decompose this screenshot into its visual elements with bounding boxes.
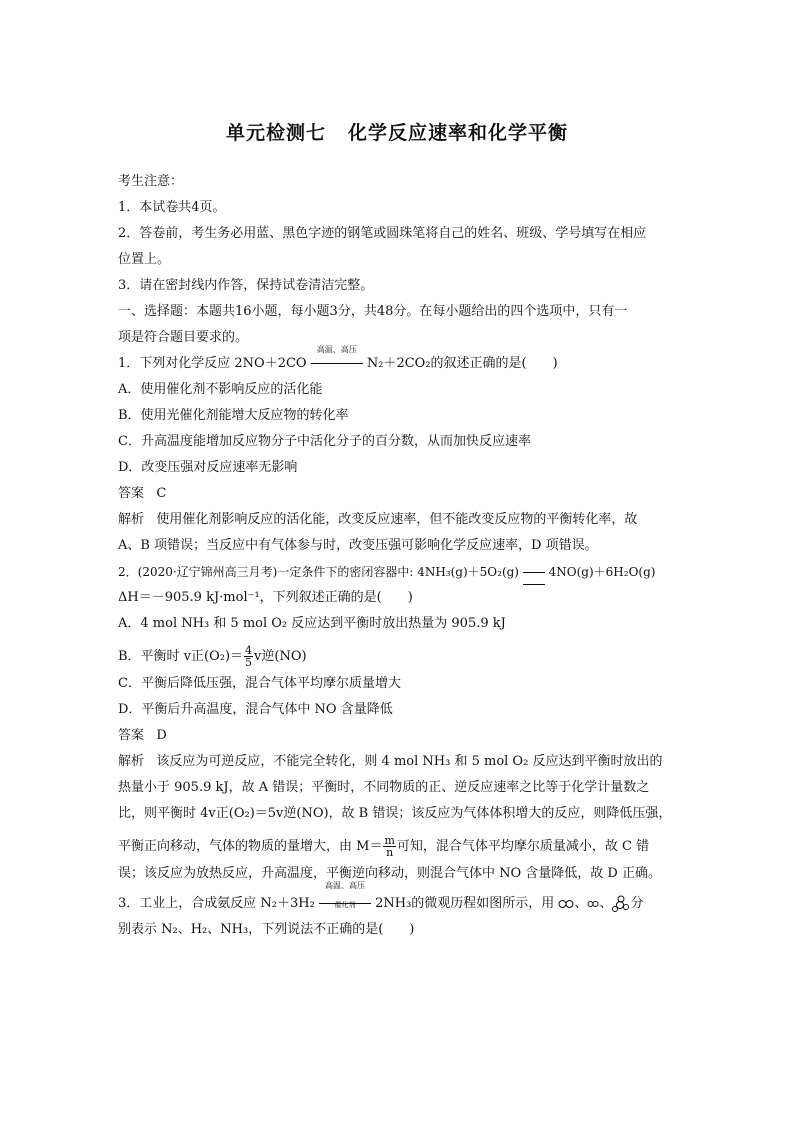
- notice-item-2: 2．答卷前，考生务必用蓝、黑色字迹的钢笔或圆珠笔将自己的姓名、班级、学号填写在相应: [118, 226, 647, 241]
- q3-stem: 3．工业上，合成氨反应 N₂＋3H₂ 高温、高压 催化剂 2NH₃的微观历程如图所示，用 、 、 分: [118, 890, 678, 920]
- exam-body: [118, 172, 678, 946]
- hydrogen-molecule-icon: [587, 899, 599, 909]
- q2-molar-fraction: $\frac{m}{n}$: [384, 834, 395, 859]
- q2-option-d: D．平衡后升高温度，混合气体中 NO 含量降低: [118, 702, 393, 717]
- q1-stem: 1．下列对化学反应 2NO＋2CO 高温、高压 N₂＋2CO₂的叙述正确的是( ): [118, 354, 678, 380]
- section-heading-2: 项是符合题目要求的。: [118, 330, 249, 345]
- q2-equilibrium-arrow: [523, 562, 545, 585]
- ammonia-molecule-icon: [612, 895, 630, 913]
- q3-stem-2: 别表示 N₂、H₂、NH₃，下列说法不正确的是( ): [118, 922, 415, 937]
- page-title: [0, 118, 794, 145]
- q1-option-b: B．使用光催化剂能增大反应物的转化率: [118, 408, 349, 423]
- q2-stem: 2．(2020·辽宁锦州高三月考)一定条件下的密闭容器中: 4NH₃(g)＋5O₂(g) 4NO(g)＋6H₂O(g): [118, 562, 678, 588]
- q2-analysis-3: 比，则平衡时 4v正(O₂)＝5v逆(NO)，故 B 错误；该反应为气体体积增大的反应，则降低压强，: [118, 806, 672, 821]
- title-topic: 化学反应速率和化学平衡: [348, 122, 569, 144]
- q1-option-c: C．升高温度能增加反应物分子中活化分子的百分数，从而加快反应速率: [118, 434, 531, 449]
- q2-fraction: $\frac{4}{5}$: [245, 644, 253, 669]
- notice-item-3: 3．请在密封线内作答，保持试卷清洁完整。: [118, 278, 374, 293]
- q1-reaction-arrow: 高温、高压: [311, 354, 363, 374]
- title-unit: 单元检测七: [225, 122, 326, 144]
- q2-option-c: C．平衡后降低压强，混合气体平均摩尔质量增大: [118, 676, 401, 691]
- q1-analysis-2: A、B 项错误；当反应中有气体参与时，改变压强可影响化学反应速率，D 项错误。: [118, 538, 598, 553]
- q2-answer: 答案 D: [118, 728, 167, 743]
- q1-analysis-1: 解析 使用催化剂影响反应的活化能，改变反应速率，但不能改变反应物的平衡转化率，故: [118, 512, 638, 527]
- q2-analysis-1: 解析 该反应为可逆反应，不能完全转化，则 4 mol NH₃ 和 5 mol O₂ 反应达到平衡时放出的: [118, 754, 663, 769]
- q2-analysis-5: 误；该反应为放热反应，升高温度，平衡逆向移动，则混合气体中 NO 含量降低，故 D 正确。: [118, 866, 661, 881]
- q2-option-b: B．平衡时 v正(O₂)＝ $\frac{4}{5}$ v逆(NO): [118, 644, 307, 669]
- q2-analysis-2: 热量小于 905.9 kJ，故 A 错误；平衡时，不同物质的正、逆反应速率之比等于化学计量数之: [118, 780, 650, 795]
- q3-reaction-arrow: 高温、高压 催化剂: [319, 890, 371, 918]
- q1-answer: 答案 C: [118, 486, 167, 501]
- notice-item-2-cont: 位置上。: [118, 252, 171, 267]
- notice-heading: 考生注意：: [118, 174, 184, 189]
- nitrogen-molecule-icon: [558, 899, 574, 909]
- notice-item-1: 1．本试卷共4页。: [118, 200, 226, 215]
- section-heading-1: 一、选择题：本题共16小题，每小题3分，共48分。在每小题给出的四个选项中，只有一: [118, 304, 628, 319]
- q2-analysis-4: 平衡正向移动，气体的物质的量增大，由 M＝ $\frac{m}{n}$ 可知，混合气体平均摩尔质量减小，故 C 错: [118, 834, 650, 859]
- q1-option-d: D．改变压强对反应速率无影响: [118, 460, 298, 475]
- q2-stem-2: ΔH＝－905.9 kJ·mol⁻¹，下列叙述正确的是( ): [118, 590, 413, 605]
- q2-option-a: A．4 mol NH₃ 和 5 mol O₂ 反应达到平衡时放出热量为 905.9 kJ: [118, 616, 506, 631]
- q1-option-a: A．使用催化剂不影响反应的活化能: [118, 382, 323, 397]
